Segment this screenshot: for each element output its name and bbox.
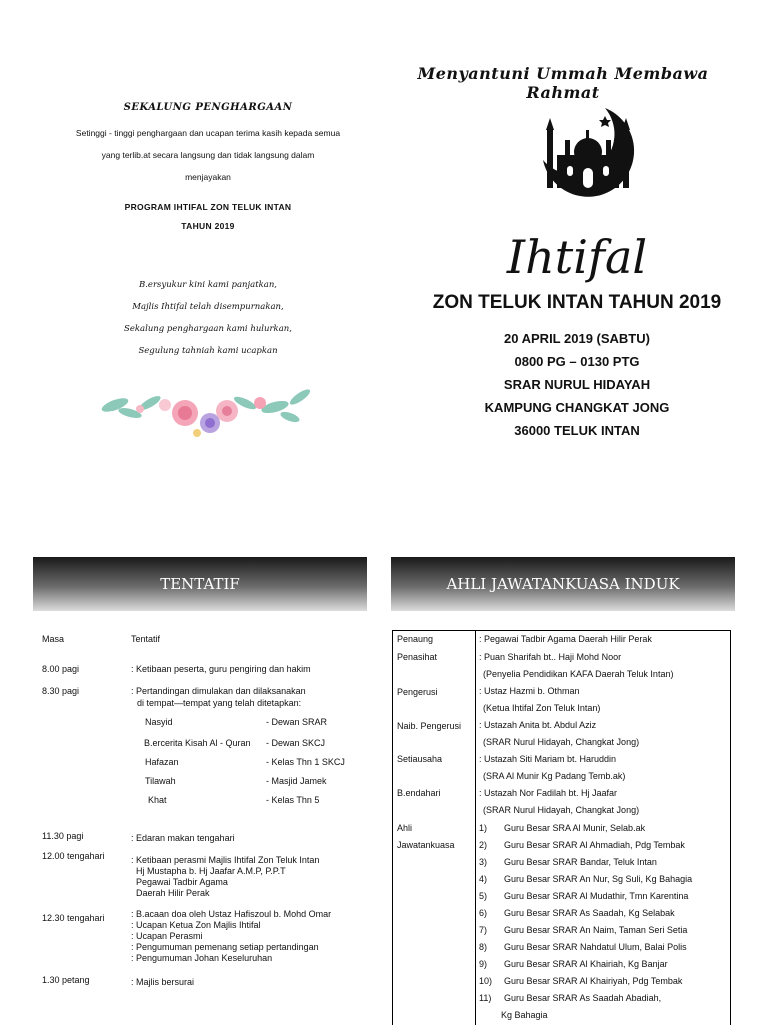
ajk-member: Guru Besar SRA Al Munir, Selab.ak [504, 823, 646, 833]
schedule-header-desc: Tentatif [131, 634, 161, 644]
schedule-time: 8.00 pagi [42, 664, 80, 674]
event-time: 0800 PG – 0130 PTG [514, 354, 640, 369]
event-place: - Masjid Jamek [266, 776, 327, 786]
pantun-line: B.ersyukur kini kami panjatkan, [138, 280, 278, 290]
schedule-time: 1.30 petang [42, 975, 90, 985]
role-value: : Puan Sharifah bt.. Haji Mohd Noor [479, 652, 622, 662]
role-value-note: (Penyelia Pendidikan KAFA Daerah Teluk Intan) [483, 669, 674, 679]
role-label: Ahli [397, 823, 413, 833]
ajk-member: Guru Besar SRAR As Saadah Abadiah, [504, 993, 662, 1003]
event-subtitle: ZON TELUK INTAN TAHUN 2019 [432, 292, 722, 313]
ajk-member: Guru Besar SRAR Al Khairiyah, Pdg Tembak [504, 976, 683, 986]
schedule-desc: : Ucapan Perasmi [131, 931, 203, 941]
ajk-number: 6) [479, 908, 488, 918]
event-village: KAMPUNG CHANGKAT JONG [484, 400, 670, 415]
ajk-member: Guru Besar SRAR An Nur, Sg Suli, Kg Bahagia [504, 874, 693, 884]
role-value: : Ustazah Siti Mariam bt. Haruddin [479, 754, 617, 764]
role-value: : Ustazah Nor Fadilah bt. Hj Jaafar [479, 788, 618, 798]
role-label: Setiausaha [397, 754, 443, 764]
mosque-crescent-icon [535, 100, 640, 200]
event-postcode: 36000 TELUK INTAN [514, 423, 640, 438]
role-value-note: (SRA Al Munir Kg Padang Temb.ak) [483, 771, 626, 781]
flower-garland-illustration [95, 383, 320, 443]
role-label: Penaung [397, 634, 434, 644]
ajk-member: Guru Besar SRAR An Naim, Taman Seri Setia [504, 925, 688, 935]
ajk-number: 1) [479, 823, 488, 833]
ajk-number: 4) [479, 874, 488, 884]
event-place: - Kelas Thn 5 [266, 795, 320, 805]
committee-table [392, 630, 731, 1025]
role-value: : Ustaz Hazmi b. Othman [479, 686, 580, 696]
event-place: - Kelas Thn 1 SKCJ [266, 757, 345, 767]
role-value: : Ustazah Anita bt. Abdul Aziz [479, 720, 597, 730]
ajk-number: 2) [479, 840, 488, 850]
schedule-desc: : Ketibaan perasmi Majlis Ihtifal Zon Teluk Intan [131, 855, 320, 865]
schedule-time: 12.00 tengahari [42, 851, 105, 861]
schedule-desc-block [131, 855, 319, 899]
ack-line: yang terlib.at secara langsung dan tidak langsung dalam [101, 150, 315, 160]
schedule-desc: Daerah Hilir Perak [136, 888, 210, 898]
pantun-line: Majlis Ihtifal telah disempurnakan, [132, 302, 284, 312]
program-line: PROGRAM IHTIFAL ZON TELUK INTAN [124, 202, 292, 212]
ajk-number: 8) [479, 942, 488, 952]
tentatif-banner [33, 557, 367, 611]
schedule-time: 8.30 pagi [42, 686, 80, 696]
committee-banner [391, 557, 735, 611]
ajk-number: 10) [479, 976, 493, 986]
pantun-line: Sekalung penghargaan kami hulurkan, [124, 324, 292, 334]
schedule-desc: Hj Mustapha b. Hj Jaafar A.M.P, P.P.T [136, 866, 286, 876]
role-label: Penasihat [397, 652, 438, 662]
motto: Menyantuni Ummah Membawa Rahmat [417, 64, 709, 102]
ajk-member: Kg Bahagia [501, 1010, 548, 1020]
role-value: : Pegawai Tadbir Agama Daerah Hilir Perak [479, 634, 652, 644]
schedule-time: 12.30 tengahari [42, 913, 105, 923]
pantun-line: Segulung tahniah kami ucapkan [138, 346, 278, 356]
schedule-desc: : Edaran makan tengahari [131, 833, 235, 843]
event-date: 20 APRIL 2019 (SABTU) [504, 331, 650, 346]
schedule-desc: : Ucapan Ketua Zon Majlis Ihtifal [131, 920, 261, 930]
event-details [392, 327, 762, 442]
schedule-desc-block [131, 909, 331, 964]
program-year: TAHUN 2019 [181, 221, 235, 231]
role-value-note: (SRAR Nurul Hidayah, Changkat Jong) [483, 737, 640, 747]
schedule-desc: Pegawai Tadbir Agama [136, 877, 228, 887]
event-title: Ihtifal [506, 230, 648, 284]
acknowledgement-body [60, 122, 356, 188]
ajk-member: Guru Besar SRAR As Saadah, Kg Selabak [504, 908, 675, 918]
schedule-desc: : Majlis bersurai [131, 977, 195, 987]
event-place: - Dewan SKCJ [266, 738, 326, 748]
schedule-desc: : Pengumuman pemenang setiap pertandingan [131, 942, 319, 952]
role-label: B.endahari [397, 788, 441, 798]
event-place: - Dewan SRAR [266, 717, 328, 727]
schedule-desc: : Pengumuman Johan Keseluruhan [131, 953, 273, 963]
ajk-number: 11) [479, 993, 492, 1003]
committee-banner-label: AHLI JAWATANKUASA INDUK [446, 575, 680, 593]
event-name: Nasyid [145, 717, 173, 727]
acknowledgement-title: SEKALUNG PENGHARGAAN [123, 102, 293, 113]
role-value-note: (Ketua Ihtifal Zon Teluk Intan) [483, 703, 601, 713]
ajk-number: 7) [479, 925, 488, 935]
ajk-member: Guru Besar SRAR Al Mudathir, Tmn Karentina [504, 891, 689, 901]
program-name [60, 198, 356, 236]
pantun-verse [60, 274, 356, 362]
ajk-number: 9) [479, 959, 488, 969]
event-venue: SRAR NURUL HIDAYAH [503, 377, 651, 392]
schedule-desc: : Ketibaan peserta, guru pengiring dan hakim [131, 664, 311, 674]
ajk-member: Guru Besar SRAR Bandar, Teluk Intan [504, 857, 657, 867]
ajk-member: Guru Besar SRAR Al Ahmadiah, Pdg Tembak [504, 840, 685, 850]
event-name: Khat [148, 795, 167, 805]
tentatif-banner-label: TENTATIF [160, 575, 240, 593]
ajk-number: 3) [479, 857, 488, 867]
ajk-member: Guru Besar SRAR Al Khairiah, Kg Banjar [504, 959, 668, 969]
role-value-note: (SRAR Nurul Hidayah, Changkat Jong) [483, 805, 640, 815]
schedule-desc: : B.acaan doa oleh Ustaz Hafiszoul b. Mohd Omar [131, 909, 332, 919]
event-name: Hafazan [145, 757, 179, 767]
event-name: B.ercerita Kisah Al - Quran [144, 738, 251, 748]
role-label: Naib. Pengerusi [397, 721, 462, 731]
ajk-number: 5) [479, 891, 488, 901]
schedule-desc: : Pertandingan dimulakan dan dilaksanakan [131, 686, 306, 696]
ack-line: menjayakan [185, 172, 231, 182]
column-divider [475, 631, 476, 1025]
ack-line: Setinggi - tinggi penghargaan dan ucapan terima kasih kepada semua [75, 128, 341, 138]
role-label: Pengerusi [397, 687, 438, 697]
schedule-time: 11.30 pagi [42, 831, 84, 841]
ajk-member: Guru Besar SRAR Nahdatul Ulum, Balai Polis [504, 942, 687, 952]
schedule-header-time: Masa [42, 634, 65, 644]
role-label: Jawatankuasa [397, 840, 455, 850]
schedule-desc: di tempat—tempat yang telah ditetapkan: [137, 698, 302, 708]
event-name: Tilawah [145, 776, 176, 786]
